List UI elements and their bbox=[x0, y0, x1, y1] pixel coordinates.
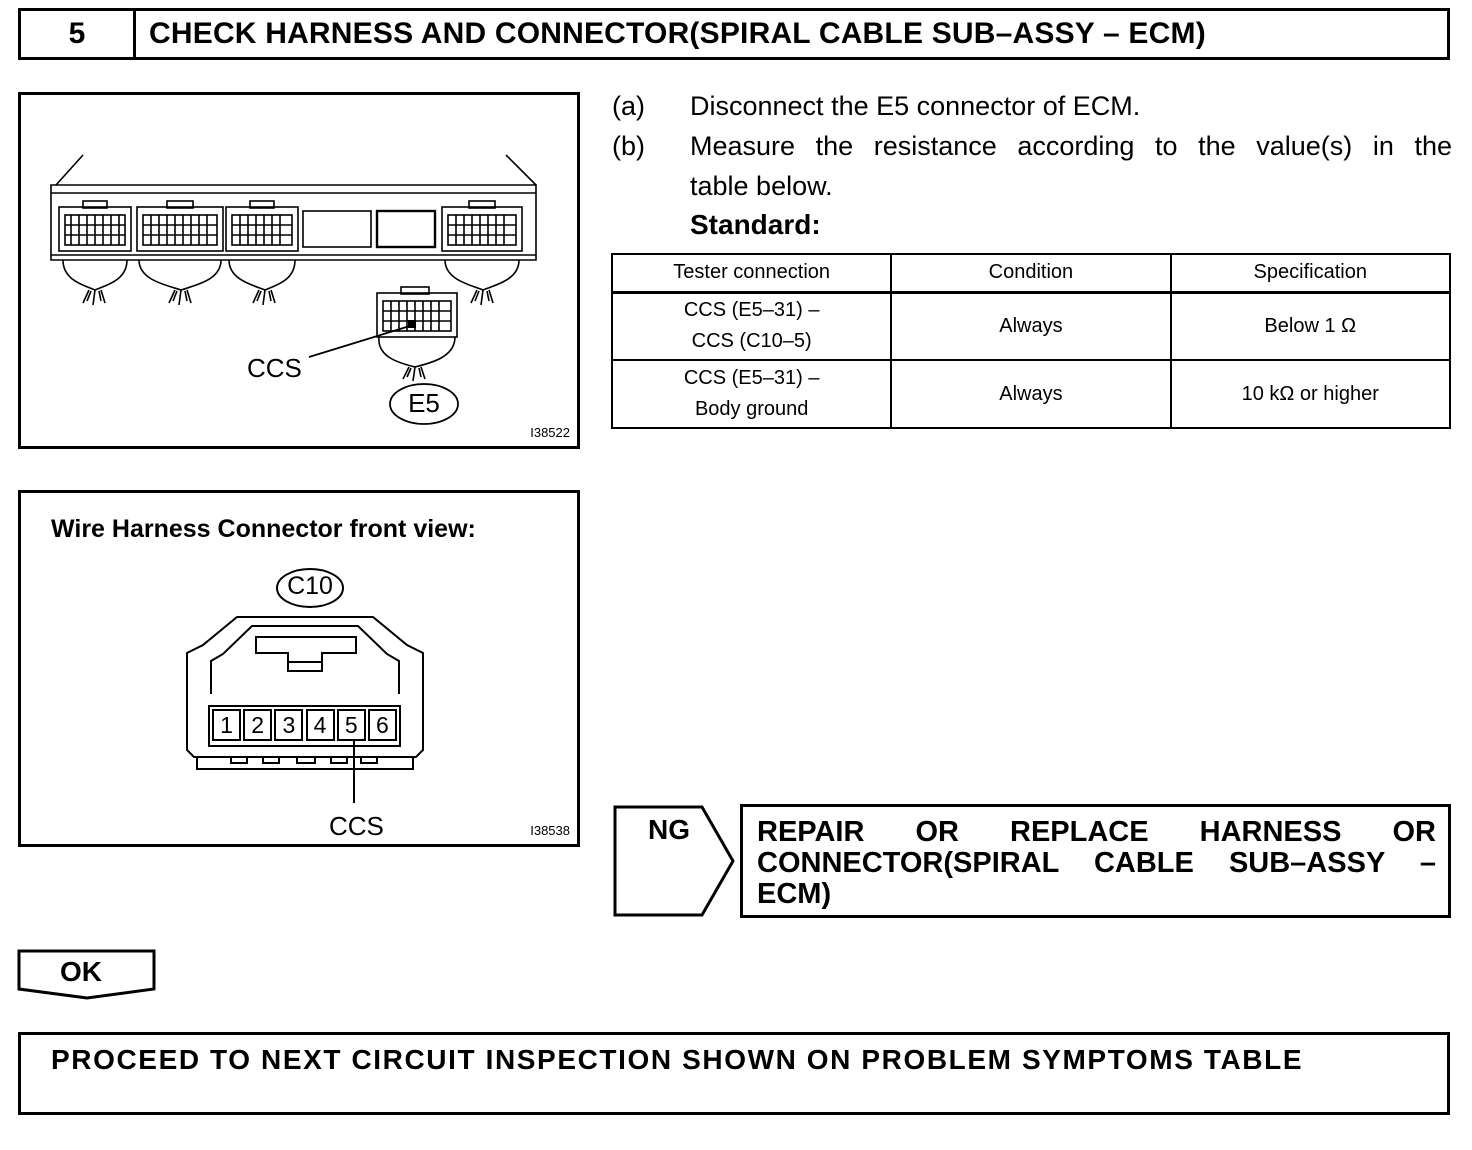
pin-cell: 2 bbox=[243, 709, 272, 741]
figure-id: I38538 bbox=[530, 823, 570, 838]
c10-connector-illustration bbox=[21, 493, 577, 844]
table-cell-specification: 10 kΩ or higher bbox=[1171, 360, 1450, 428]
step-a bbox=[612, 86, 1452, 126]
pin-cell: 3 bbox=[274, 709, 303, 741]
table-cell-connection: CCS (E5–31) – CCS (C10–5) bbox=[612, 292, 891, 360]
ng-result-line: CONNECTOR(SPIRAL CABLE SUB–ASSY – bbox=[757, 847, 1436, 879]
c10-connector-label: C10 bbox=[287, 572, 333, 600]
step-b bbox=[612, 126, 1452, 206]
pin-cell: 6 bbox=[368, 709, 397, 741]
table-cell-condition: Always bbox=[891, 360, 1170, 428]
ok-label: OK bbox=[60, 956, 102, 987]
ng-result-line: REPAIR OR REPLACE HARNESS OR bbox=[757, 816, 1436, 848]
step-label: (b) bbox=[612, 131, 645, 161]
step-label: (a) bbox=[612, 91, 645, 121]
standard-label: Standard: bbox=[690, 209, 821, 240]
figure-id: I38522 bbox=[530, 425, 570, 440]
pin-cell: 5 bbox=[337, 709, 366, 741]
c10-connector-figure bbox=[18, 490, 580, 847]
table-row bbox=[612, 292, 1450, 360]
step-title: CHECK HARNESS AND CONNECTOR(SPIRAL CABLE SUB–ASSY – ECM) bbox=[149, 17, 1206, 50]
ccs-pin-marker bbox=[408, 320, 416, 328]
ecm-connector-figure bbox=[18, 92, 580, 449]
step-text-line: table below. bbox=[690, 171, 833, 201]
table-cell-connection: CCS (E5–31) – Body ground bbox=[612, 360, 891, 428]
ccs-pin-label: CCS bbox=[329, 811, 384, 841]
ecm-connector-illustration bbox=[21, 95, 577, 446]
step-number: 5 bbox=[21, 11, 136, 57]
c10-pin-row bbox=[209, 706, 400, 746]
ng-label: NG bbox=[648, 814, 690, 845]
table-header-cell: Condition bbox=[891, 254, 1170, 292]
table-cell-condition: Always bbox=[891, 292, 1170, 360]
table-header-cell: Tester connection bbox=[612, 254, 891, 292]
ng-result-line: ECM) bbox=[757, 878, 832, 910]
step-text-line: Measure the resistance according to the value(s) in the bbox=[690, 131, 1452, 161]
ng-result-box bbox=[740, 804, 1451, 918]
next-step-box bbox=[18, 1032, 1450, 1115]
step-text: Disconnect the E5 connector of ECM. bbox=[690, 91, 1141, 121]
step-header bbox=[18, 8, 1450, 60]
table-header-row bbox=[612, 254, 1450, 292]
ccs-pin-label: CCS bbox=[247, 353, 302, 383]
table-row bbox=[612, 360, 1450, 428]
figure-title: Wire Harness Connector front view: bbox=[51, 515, 476, 543]
table-cell-specification: Below 1 Ω bbox=[1171, 292, 1450, 360]
next-step-text: PROCEED TO NEXT CIRCUIT INSPECTION SHOWN ON PROBLEM SYMPTOMS TABLE bbox=[51, 1044, 1304, 1075]
table-header-cell: Specification bbox=[1171, 254, 1450, 292]
pin-cell: 1 bbox=[212, 709, 241, 741]
e5-connector-label: E5 bbox=[408, 388, 440, 418]
spec-table bbox=[611, 253, 1451, 429]
pin-cell: 4 bbox=[306, 709, 335, 741]
